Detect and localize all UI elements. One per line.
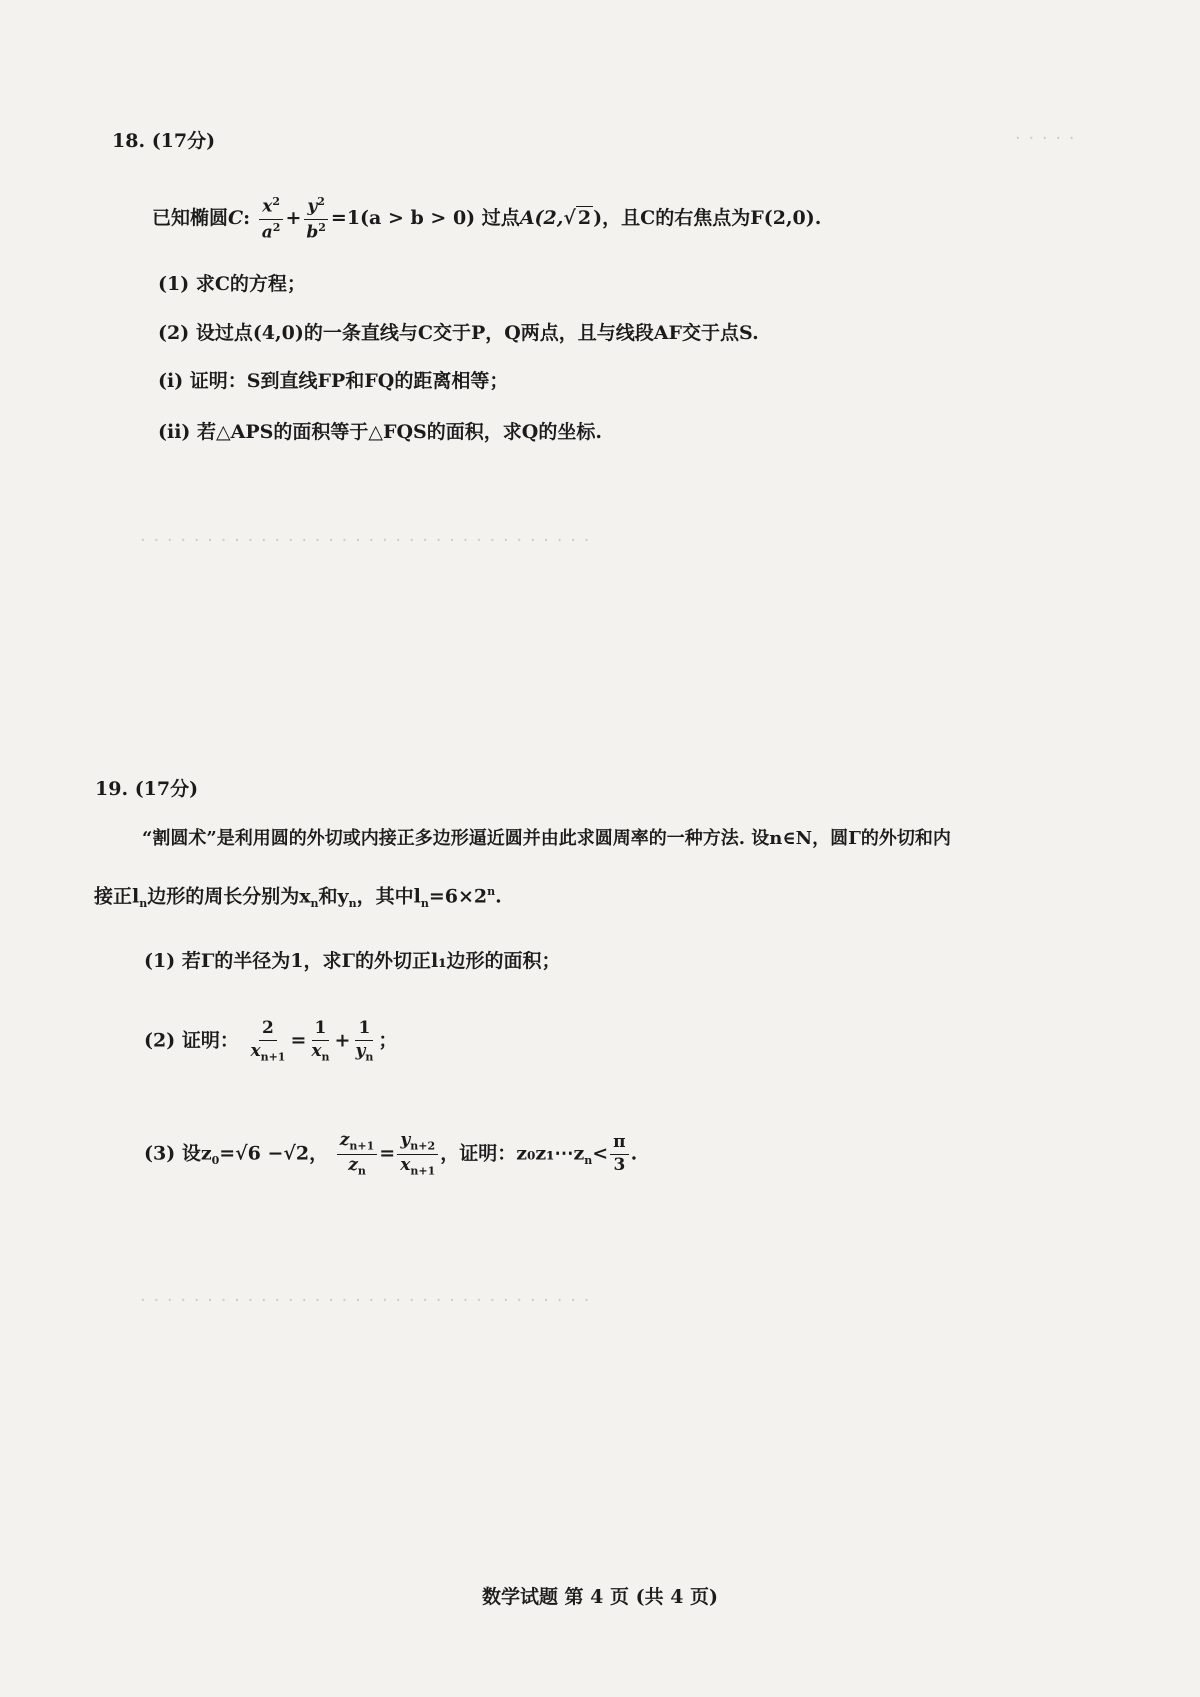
sub: n+1 (260, 1050, 286, 1064)
sub: n (420, 897, 429, 911)
text: . (495, 885, 502, 908)
op: = (290, 1029, 307, 1052)
q18-root: 2 (577, 207, 592, 229)
q18-intro-end: ，且C的右焦点为F(2,0). (602, 207, 822, 229)
q19-frac-1y (352, 1020, 376, 1063)
sub: n+2 (410, 1139, 436, 1153)
bleed-through-text: · · · · · · · · · · · · · · · · · · · · · · · · · · · · · · · · · · (140, 530, 591, 551)
q19-frac-1x (308, 1020, 332, 1063)
sub: n (584, 1154, 593, 1168)
q18-part1: (1) 求C的方程； (158, 273, 306, 295)
q18-point-a-end: ) (593, 207, 603, 229)
frac-den: y (355, 1040, 366, 1061)
frac-num: 2 (259, 1020, 277, 1041)
sub: n (310, 897, 319, 911)
sub: 0 (211, 1154, 220, 1168)
q18-number: 18. (112, 130, 146, 152)
sub: n+1 (410, 1164, 436, 1178)
text: ； (378, 1029, 398, 1052)
q18-frac-x: $\frac{x^2}{a^2}$ (259, 196, 284, 242)
q18-point-a: A(2, (519, 207, 564, 229)
op: < (592, 1142, 609, 1165)
frac-num: y (307, 196, 318, 217)
frac-num: x (262, 196, 273, 217)
frac-num: 1 (355, 1020, 373, 1041)
q19-frac-yx (397, 1132, 438, 1177)
sub: n (139, 897, 148, 911)
q19-frac-2 (247, 1020, 288, 1063)
q18-mid: 过点 (481, 207, 520, 229)
frac-num: y (400, 1130, 411, 1150)
sub: n (348, 897, 357, 911)
sub: n (357, 1164, 366, 1178)
frac-den: x (311, 1040, 322, 1061)
sub: n (321, 1050, 330, 1064)
frac-num: π (610, 1134, 628, 1155)
q18-intro-text: 已知椭圆 (152, 207, 229, 229)
q19-part3 (144, 1132, 637, 1177)
text: ，其中l (356, 885, 421, 908)
q19-part2 (144, 1020, 397, 1063)
text: =√6 −√2， (219, 1142, 329, 1165)
q19-intro-line1: “割圆术”是利用圆的外切或内接正多边形逼近圆并由此求圆周率的一种方法. 设n∈N，圆Γ的外切和内 (142, 828, 951, 849)
bleed-through-text: · · · · · (1015, 128, 1076, 149)
frac-den: x (250, 1040, 261, 1061)
frac-num: z (339, 1130, 350, 1150)
text: 接正l (94, 885, 140, 908)
label: (3) 设z (144, 1142, 212, 1165)
q18-frac-y: $\frac{y^2}{b^2}$ (306, 195, 326, 243)
frac-den: a (261, 222, 273, 243)
q19-frac-z (337, 1132, 378, 1177)
label: (2) 证明： (144, 1029, 239, 1052)
q18-ellipse-name: C (228, 207, 244, 229)
q19-part1: (1) 若Γ的半径为1，求Γ的外切正l₁边形的面积； (144, 950, 561, 972)
op: + (334, 1029, 351, 1052)
q19-intro-line2 (94, 886, 502, 909)
q18-part2-ii: (ii) 若△APS的面积等于△FQS的面积，求Q的坐标. (158, 421, 602, 443)
frac-den: z (348, 1154, 358, 1175)
q19-frac-pi (610, 1134, 628, 1175)
op: = (379, 1142, 396, 1165)
q18-part2: (2) 设过点(4,0)的一条直线与C交于P，Q两点，且与线段AF交于点S. (158, 322, 759, 344)
text: =6×2 (428, 885, 488, 908)
text: 和y (318, 885, 349, 908)
q19-number: 19. (95, 778, 129, 800)
text: ，证明：z₀z₁⋯z (440, 1142, 585, 1165)
frac-den: x (400, 1154, 411, 1175)
q19-heading (95, 780, 198, 799)
frac-num: 1 (312, 1020, 330, 1041)
q18-points: (17分) (151, 130, 216, 152)
q18-intro: 已知椭圆C: $\frac{x^2}{a^2}$ + $\frac{y^2}{b^2}$ =1(a > b > 0) 过点A(2,√ 2 )，且C的右焦点为F(2,0). (152, 195, 822, 243)
sup: n (487, 885, 496, 898)
text: 边形的周长分别为x (147, 885, 311, 908)
page-footer: 数学试题 第 4 页 (共 4 页) (481, 1586, 719, 1608)
q18-eq: =1(a > b > 0) (330, 207, 476, 229)
q19-points: (17分) (134, 778, 199, 800)
text: . (630, 1142, 638, 1165)
frac-den: b (306, 222, 319, 243)
bleed-through-text: · · · · · · · · · · · · · · · · · · · · · · · · · · · · · · · · · · (140, 1290, 591, 1311)
sub: n+1 (349, 1139, 375, 1153)
q18-heading (112, 132, 215, 151)
q18-part2-i: (i) 证明：S到直线FP和FQ的距离相等； (158, 370, 509, 392)
frac-den: 3 (613, 1154, 626, 1175)
sub: n (365, 1050, 374, 1064)
